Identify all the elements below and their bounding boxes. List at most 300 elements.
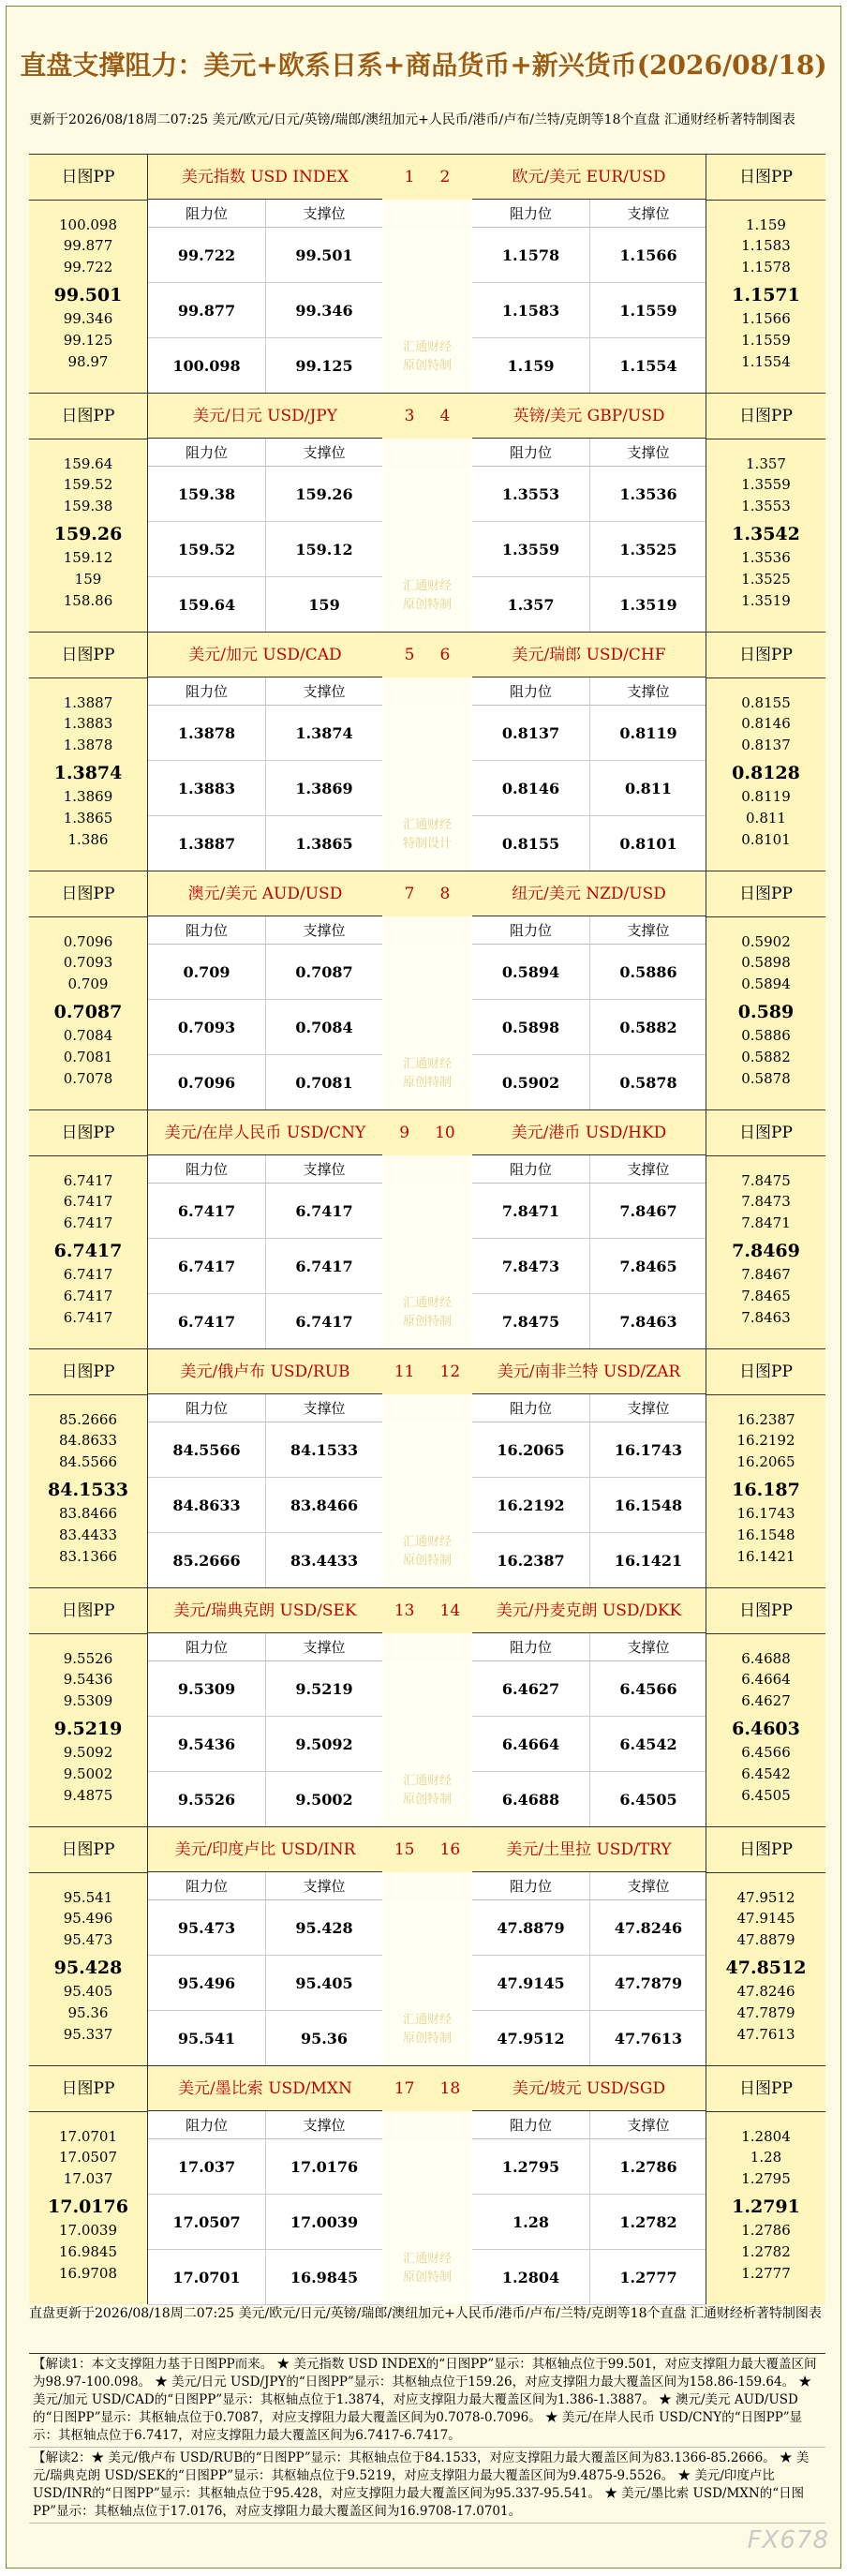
level-row (148, 1900, 382, 1956)
pair-number-right: 16 (439, 1840, 461, 1859)
pair-number-right: 6 (439, 646, 451, 664)
pp-header: 日图PP (706, 1827, 825, 1873)
pp-value: 95.496 (63, 1910, 113, 1927)
pair-block (29, 1109, 825, 1348)
support-value: 83.8466 (290, 1496, 359, 1514)
pp-value: 159.38 (63, 498, 113, 514)
resistance-label: 阻力位 (509, 922, 552, 939)
level-row (472, 2195, 706, 2250)
pp-header: 日图PP (29, 1827, 147, 1873)
support-value: 159.12 (295, 541, 353, 558)
pp-column-right (706, 1827, 825, 2065)
pp-value: 17.0039 (58, 2222, 118, 2239)
pp-column-left (29, 155, 148, 393)
pp-value: 1.2786 (741, 2222, 791, 2239)
support-label: 支撑位 (303, 1400, 346, 1417)
resistance-label: 阻力位 (185, 1639, 228, 1656)
level-row (472, 706, 706, 761)
pair-number-right: 18 (439, 2079, 461, 2098)
level-row (148, 522, 382, 577)
pp-value: 6.7417 (63, 1172, 113, 1189)
level-row (472, 2250, 706, 2305)
level-row (148, 1478, 382, 1533)
resistance-label: 阻力位 (185, 1878, 228, 1895)
pp-pivot-value: 6.4603 (732, 1719, 800, 1739)
pair-number-left: 15 (394, 1840, 415, 1859)
resistance-value: 0.8155 (501, 835, 560, 853)
resistance-value: 0.709 (183, 963, 230, 981)
resistance-value: 7.8475 (501, 1313, 560, 1331)
resistance-value: 6.7417 (177, 1258, 236, 1275)
resistance-value: 6.4688 (501, 1791, 560, 1809)
support-value: 6.4542 (619, 1735, 677, 1753)
pp-column-left (29, 2066, 148, 2304)
pp-value: 0.8119 (741, 788, 791, 805)
support-value: 0.7084 (295, 1019, 353, 1036)
pp-value: 0.7096 (63, 933, 113, 950)
mid-gap (382, 1155, 472, 1184)
pair-block (29, 632, 825, 871)
pp-header: 日图PP (29, 394, 147, 439)
pp-value: 9.5092 (63, 1744, 113, 1761)
pp-pivot-value: 17.0176 (48, 2196, 128, 2217)
watermark: 汇通财经 原创特制 (402, 2252, 452, 2285)
resistance-label: 阻力位 (509, 1639, 552, 1656)
level-table-right (472, 2066, 706, 2304)
pp-value: 95.36 (67, 2004, 109, 2021)
mid-gap (382, 439, 472, 467)
resistance-value: 0.5898 (501, 1019, 560, 1036)
pair-number-left: 5 (404, 646, 415, 664)
support-value: 1.3536 (619, 485, 677, 503)
watermark: 汇通财经 原创特制 (402, 2013, 452, 2046)
pp-pivot-value: 47.8512 (725, 1958, 807, 1978)
support-value: 7.8465 (619, 1258, 677, 1275)
level-row (472, 761, 706, 816)
pp-value: 159 (74, 571, 102, 588)
pp-pivot-value: 0.7087 (53, 1002, 123, 1022)
level-table-left (148, 1349, 382, 1587)
pair-name: 澳元/美元 AUD/USD (148, 871, 382, 916)
pp-value: 1.3553 (741, 498, 791, 514)
pp-column-left (29, 633, 148, 871)
pp-value: 6.7417 (63, 1309, 113, 1326)
pp-column-right (706, 394, 825, 632)
pp-value: 0.5894 (741, 975, 791, 992)
pp-pivot-value: 159.26 (53, 524, 123, 544)
pp-header: 日图PP (706, 871, 825, 917)
resistance-value: 159.64 (177, 596, 236, 614)
pair-number-left: 7 (404, 885, 415, 903)
pair-name: 美元/瑞郎 USD/CHF (472, 633, 706, 678)
pp-value: 6.4505 (741, 1787, 791, 1804)
level-row (472, 1900, 706, 1956)
resistance-value: 95.473 (177, 1919, 236, 1937)
resistance-value: 99.877 (177, 302, 236, 320)
support-label: 支撑位 (303, 922, 346, 939)
page-subtitle: 更新于2026/08/18周二07:25 美元/欧元/日元/英镑/瑞郎/澳纽加元+人民币/港币/卢布/兰特/克朗等18个直盘 汇通财经析著特制图表 (29, 112, 795, 127)
resistance-label: 阻力位 (185, 1400, 228, 1417)
support-value: 1.2777 (619, 2269, 677, 2286)
resistance-value: 17.037 (177, 2158, 236, 2176)
support-value: 47.7613 (614, 2030, 683, 2047)
support-label: 支撑位 (303, 1878, 346, 1895)
pair-name: 美元/日元 USD/JPY (148, 394, 382, 439)
pair-block (29, 1348, 825, 1587)
pp-value: 47.8246 (736, 1983, 795, 2000)
pair-block (29, 2065, 825, 2304)
pp-value: 47.8879 (736, 1931, 795, 1948)
pp-value: 6.4688 (741, 1650, 791, 1667)
pp-column-left (29, 871, 148, 1109)
support-value: 1.3869 (295, 780, 353, 797)
watermark: 汇通财经 原创特制 (402, 1296, 452, 1329)
support-value: 47.8246 (614, 1919, 683, 1937)
pp-value: 47.7613 (736, 2026, 795, 2043)
pp-value: 16.1421 (736, 1548, 795, 1565)
pp-value: 85.2666 (58, 1411, 118, 1428)
pp-pivot-value: 1.3874 (53, 763, 123, 783)
level-row (148, 761, 382, 816)
pp-pivot-value: 7.8469 (732, 1241, 800, 1261)
level-row (148, 1661, 382, 1717)
resistance-value: 1.3887 (177, 835, 236, 853)
pp-header: 日图PP (706, 633, 825, 678)
page-title: 直盘支撑阻力：美元+欧系日系+商品货币+新兴货币(2026/08/18) (7, 7, 840, 125)
level-row (472, 2139, 706, 2195)
pp-header: 日图PP (29, 871, 147, 917)
pp-value: 1.3878 (63, 737, 113, 753)
resistance-value: 1.2804 (501, 2269, 560, 2286)
pp-value: 95.473 (63, 1931, 113, 1948)
pair-block (29, 393, 825, 632)
pp-value: 1.1566 (741, 310, 791, 327)
pp-header: 日图PP (706, 1110, 825, 1156)
pp-value: 7.8473 (741, 1193, 791, 1210)
pp-value: 17.0701 (58, 2128, 118, 2145)
pp-value: 7.8467 (741, 1266, 791, 1283)
level-table-right (472, 1349, 706, 1587)
support-label: 支撑位 (627, 683, 670, 700)
pair-block (29, 871, 825, 1109)
pp-value: 0.8146 (741, 715, 791, 732)
level-row (148, 1239, 382, 1294)
pp-column-left (29, 394, 148, 632)
pp-value: 6.7417 (63, 1193, 113, 1210)
support-value: 9.5092 (295, 1735, 353, 1753)
middle-column (382, 2066, 472, 2304)
pp-header: 日图PP (29, 1349, 147, 1395)
watermark: 汇通财经 原创特制 (402, 1535, 452, 1568)
support-value: 6.7417 (295, 1258, 353, 1275)
resistance-value: 16.2065 (497, 1441, 565, 1459)
pp-value: 6.7417 (63, 1214, 113, 1231)
level-row (472, 1772, 706, 1827)
pp-value: 84.8633 (58, 1432, 118, 1449)
resistance-value: 0.7093 (177, 1019, 236, 1036)
support-value: 95.36 (300, 2030, 349, 2047)
pair-block (29, 154, 825, 393)
resistance-value: 1.159 (507, 357, 555, 375)
notes-section (29, 2353, 825, 2524)
note-2: 【解读2：★ 美元/俄卢布 USD/RUB的“日图PP”显示：其枢轴点位于84.1533，对应支撑阻力最大覆盖区间为83.1366-85.2666。 ★ 美元/瑞典克朗 USD/SEK的“日图PP”显示：其枢轴点位于9.5219，对应支撑阻力最大覆盖区间为9.4875-9.5526。 ★ 美元/印度卢比 USD/INR的“日图PP”显示：其枢轴点位于95.428，对应支撑阻力最大覆盖区间为95.337-95.541。 ★ 美元/墨比索 USD/MXN的“日图PP”显示：其枢轴点位于17.0176，对应支撑阻力最大覆盖区间为16.9708-17.0701。 (29, 2448, 825, 2524)
pair-block (29, 1826, 825, 2065)
support-value: 9.5219 (295, 1680, 353, 1698)
pp-value: 0.7084 (63, 1027, 113, 1044)
mid-gap (382, 200, 472, 228)
pp-value: 0.5882 (741, 1049, 791, 1065)
pp-value: 83.4433 (58, 1526, 118, 1543)
resistance-value: 6.4627 (501, 1680, 560, 1698)
resistance-value: 0.8137 (501, 724, 560, 742)
middle-column (382, 871, 472, 1109)
support-label: 支撑位 (627, 1161, 670, 1178)
pp-value: 7.8463 (741, 1309, 791, 1326)
pair-numbers (382, 1349, 472, 1395)
pp-value: 158.86 (63, 592, 113, 609)
pp-header: 日图PP (706, 394, 825, 439)
pp-pivot-value: 84.1533 (48, 1480, 128, 1500)
level-row (472, 1294, 706, 1349)
pp-value: 47.9145 (736, 1910, 795, 1927)
resistance-value: 47.8879 (497, 1919, 565, 1937)
pp-value: 9.5002 (63, 1765, 113, 1782)
pp-value: 16.9845 (58, 2243, 118, 2260)
level-row (148, 1772, 382, 1827)
level-table-right (472, 1827, 706, 2065)
pair-name: 美元/港币 USD/HKD (472, 1110, 706, 1155)
pp-value: 159.64 (63, 455, 113, 472)
watermark: 汇通财经 原创特制 (402, 1774, 452, 1807)
middle-column (382, 1349, 472, 1587)
pp-value: 83.8466 (58, 1505, 118, 1522)
resistance-label: 阻力位 (509, 1878, 552, 1895)
level-row (148, 816, 382, 871)
level-row (472, 228, 706, 283)
support-value: 95.428 (295, 1919, 353, 1937)
mid-gap (382, 1394, 472, 1422)
support-value: 99.501 (295, 246, 353, 264)
resistance-value: 7.8471 (501, 1202, 560, 1220)
pp-value: 9.5526 (63, 1650, 113, 1667)
level-table-right (472, 1110, 706, 1348)
pp-value: 0.709 (67, 975, 109, 992)
pp-value: 0.811 (746, 810, 786, 826)
level-table-left (148, 1588, 382, 1826)
pp-value: 1.3525 (741, 571, 791, 588)
resistance-label: 阻力位 (185, 1161, 228, 1178)
middle-column (382, 633, 472, 871)
pp-column-right (706, 155, 825, 393)
support-value: 0.5886 (619, 963, 677, 981)
support-value: 7.8463 (619, 1313, 677, 1331)
middle-column (382, 1827, 472, 2065)
watermark: 汇通财经 原创特制 (402, 579, 452, 612)
pp-pivot-value: 6.7417 (53, 1241, 123, 1261)
level-row (472, 283, 706, 338)
level-row (472, 1717, 706, 1772)
pp-value: 1.3887 (63, 694, 113, 711)
support-label: 支撑位 (303, 1639, 346, 1656)
support-value: 0.5882 (619, 1019, 677, 1036)
pp-value: 95.337 (63, 2026, 113, 2043)
pp-header: 日图PP (706, 1588, 825, 1634)
support-value: 6.7417 (295, 1202, 353, 1220)
level-row (472, 1184, 706, 1239)
support-value: 1.3519 (619, 596, 677, 614)
pp-header: 日图PP (706, 1349, 825, 1395)
resistance-label: 阻力位 (509, 205, 552, 222)
support-value: 17.0039 (290, 2213, 359, 2231)
pp-column-right (706, 1349, 825, 1587)
pp-column-left (29, 1588, 148, 1826)
pp-column-left (29, 1349, 148, 1587)
footer-update-text: 直盘更新于2026/08/18周二07:25 美元/欧元/日元/英镑/瑞郎/澳纽加元+人民币/港币/卢布/兰特/克朗等18个直盘 汇通财经析著特制图表 (29, 2306, 822, 2321)
pair-numbers (382, 1827, 472, 1873)
level-row (148, 1533, 382, 1588)
level-row (472, 522, 706, 577)
pair-name: 美元/在岸人民币 USD/CNY (148, 1110, 382, 1155)
resistance-value: 95.541 (177, 2030, 236, 2047)
level-row (148, 2139, 382, 2195)
pp-value: 1.2804 (741, 2128, 791, 2145)
resistance-value: 0.7096 (177, 1074, 236, 1092)
level-table-right (472, 155, 706, 393)
resistance-value: 1.1578 (501, 246, 560, 264)
level-table-right (472, 633, 706, 871)
pp-value: 99.877 (63, 237, 113, 254)
pair-name: 欧元/美元 EUR/USD (472, 155, 706, 200)
pair-number-left: 1 (404, 168, 415, 186)
pair-number-right: 14 (439, 1601, 461, 1620)
resistance-value: 1.3559 (501, 541, 560, 558)
resistance-value: 84.5566 (172, 1441, 241, 1459)
support-label: 支撑位 (627, 1639, 670, 1656)
resistance-label: 阻力位 (185, 444, 228, 461)
support-label: 支撑位 (303, 683, 346, 700)
pair-number-right: 12 (439, 1362, 461, 1381)
pp-value: 1.3883 (63, 715, 113, 732)
pair-number-left: 17 (394, 2079, 415, 2098)
note-1: 【解读1：本文支撑阻力基于日图PP而来。 ★ 美元指数 USD INDEX的“日图PP”显示：其枢轴点位于99.501，对应支撑阻力最大覆盖区间为98.97-100.098。 ★ 美元/日元 USD/JPY的“日图PP”显示：其枢轴点位于159.26，对应支撑阻力最大覆盖区间为158.86-159.64。 ★ 美元/加元 USD/CAD的“日图PP”显示：其枢轴点位于1.3874，对应支撑阻力最大覆盖区间为1.386-1.3887。 ★ 澳元/美元 AUD/USD的“日图PP”显示：其枢轴点位于0.7087，对应支撑阻力最大覆盖区间为0.7078-0.7096。 ★ 美元/在岸人民币 USD/CNY的“日图PP”显示：其枢轴点位于6.7417，对应支撑阻力最大覆盖区间为6.7417-6.7417。 (29, 2354, 825, 2448)
pp-value: 7.8475 (741, 1172, 791, 1189)
support-value: 83.4433 (290, 1552, 359, 1570)
level-row (472, 1956, 706, 2011)
resistance-value: 1.357 (507, 596, 555, 614)
pp-column-right (706, 1588, 825, 1826)
resistance-label: 阻力位 (509, 1400, 552, 1417)
resistance-value: 1.3878 (177, 724, 236, 742)
pp-value: 0.8101 (741, 831, 791, 848)
resistance-label: 阻力位 (509, 1161, 552, 1178)
resistance-value: 9.5309 (177, 1680, 236, 1698)
pair-name: 美元/加元 USD/CAD (148, 633, 382, 678)
support-value: 1.3874 (295, 724, 353, 742)
level-row (148, 1956, 382, 2011)
pp-value: 16.9708 (58, 2265, 118, 2282)
resistance-value: 1.1583 (501, 302, 560, 320)
resistance-value: 159.52 (177, 541, 236, 558)
support-value: 0.8119 (619, 724, 677, 742)
support-value: 159.26 (295, 485, 353, 503)
pp-value: 7.8465 (741, 1288, 791, 1304)
resistance-label: 阻力位 (185, 922, 228, 939)
pp-value: 1.3869 (63, 788, 113, 805)
level-row (148, 706, 382, 761)
mid-gap (382, 1872, 472, 1900)
pp-value: 1.3519 (741, 592, 791, 609)
support-value: 1.2782 (619, 2213, 677, 2231)
pp-value: 7.8471 (741, 1214, 791, 1231)
resistance-value: 100.098 (172, 357, 241, 375)
pp-value: 6.4566 (741, 1744, 791, 1761)
pp-value: 47.9512 (736, 1889, 795, 1906)
pp-value: 6.4627 (741, 1692, 791, 1709)
support-label: 支撑位 (303, 205, 346, 222)
support-value: 0.811 (624, 780, 673, 797)
pp-header: 日图PP (29, 2066, 147, 2112)
middle-column (382, 394, 472, 632)
support-value: 9.5002 (295, 1791, 353, 1809)
level-table-left (148, 2066, 382, 2304)
pp-value: 0.5902 (741, 933, 791, 950)
pp-value: 16.2387 (736, 1411, 795, 1428)
resistance-value: 9.5526 (177, 1791, 236, 1809)
support-value: 95.405 (295, 1974, 353, 1992)
pair-name: 美元指数 USD INDEX (148, 155, 382, 200)
pp-value: 83.1366 (58, 1548, 118, 1565)
middle-column (382, 1588, 472, 1826)
resistance-value: 1.28 (513, 2213, 549, 2231)
level-row (472, 338, 706, 394)
pp-value: 17.037 (63, 2170, 113, 2187)
resistance-value: 16.2192 (497, 1496, 565, 1514)
level-row (148, 283, 382, 338)
support-value: 1.1559 (619, 302, 677, 320)
support-value: 16.1548 (614, 1496, 683, 1514)
pp-header: 日图PP (29, 155, 147, 201)
pp-value: 1.2782 (741, 2243, 791, 2260)
resistance-value: 1.3553 (501, 485, 560, 503)
resistance-value: 0.8146 (501, 780, 560, 797)
pp-value: 1.1583 (741, 237, 791, 254)
pp-header: 日图PP (29, 1588, 147, 1634)
pp-value: 95.541 (63, 1889, 113, 1906)
pair-number-left: 9 (399, 1124, 410, 1142)
mid-gap (382, 1633, 472, 1661)
resistance-value: 0.5894 (501, 963, 560, 981)
level-row (472, 1000, 706, 1055)
resistance-value: 47.9512 (497, 2030, 565, 2047)
support-label: 支撑位 (303, 444, 346, 461)
pair-name: 美元/丹麦克朗 USD/DKK (472, 1588, 706, 1633)
support-value: 47.7879 (614, 1974, 683, 1992)
resistance-label: 阻力位 (185, 683, 228, 700)
pp-header: 日图PP (29, 633, 147, 678)
level-row (148, 577, 382, 633)
mid-gap (382, 916, 472, 945)
resistance-value: 6.4664 (501, 1735, 560, 1753)
pair-name: 美元/土里拉 USD/TRY (472, 1827, 706, 1872)
pp-value: 0.5878 (741, 1070, 791, 1087)
pp-value: 1.1554 (741, 353, 791, 370)
pair-number-right: 10 (435, 1124, 455, 1142)
level-row (148, 2011, 382, 2066)
support-value: 1.2786 (619, 2158, 677, 2176)
level-row (148, 1055, 382, 1110)
pp-value: 6.4542 (741, 1765, 791, 1782)
pp-value: 159.12 (63, 549, 113, 566)
